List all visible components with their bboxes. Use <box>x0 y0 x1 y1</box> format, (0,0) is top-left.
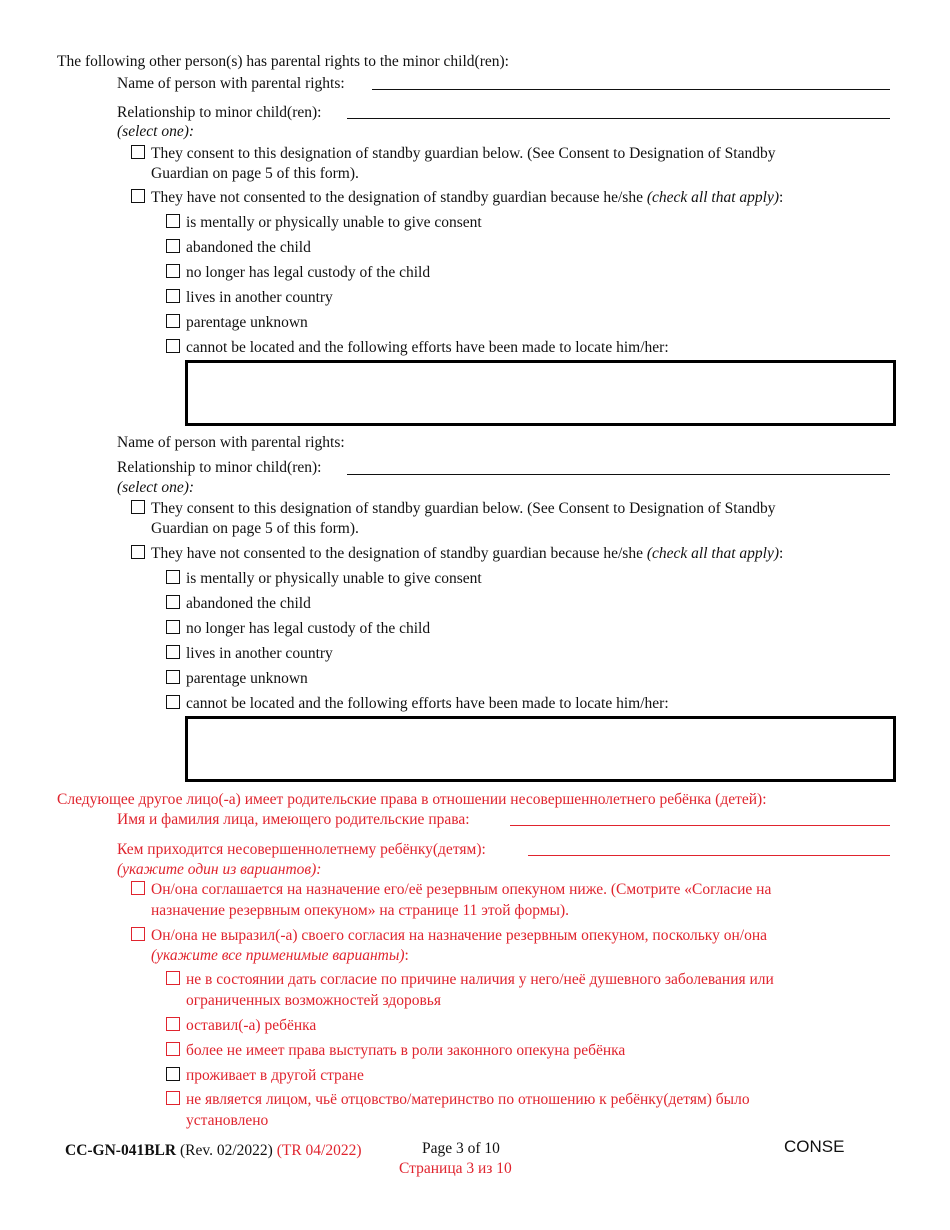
ru-reason-text-3: более не имеет права выступать в роли законного опекуна ребёнка <box>186 1042 626 1059</box>
reason-text-2-5: parentage unknown <box>186 670 308 687</box>
intro-text: The following other person(s) has parental rights to the minor child(ren): <box>57 53 509 70</box>
reason-text-2-3: no longer has legal custody of the child <box>186 620 431 637</box>
ru-not-consented-checkbox[interactable] <box>131 927 145 941</box>
reason-text-2-6: cannot be located and the following efforts have been made to locate him/her: <box>186 695 669 712</box>
name-field-1[interactable] <box>372 89 890 90</box>
ru-reason-checkbox-1[interactable] <box>166 971 180 985</box>
reason-checkbox-2-5[interactable] <box>166 670 180 684</box>
ru-select-one: (укажите один из вариантов): <box>117 861 322 878</box>
reason-text-2-1: is mentally or physically unable to give consent <box>186 570 482 587</box>
not-consented-text-1: They have not consented to the designation of standby guardian because he/she (check all that apply): <box>151 189 784 206</box>
footer-page-number-ru: Страница 3 из 10 <box>399 1160 512 1177</box>
footer-page-number: Page 3 of 10 <box>422 1140 500 1157</box>
reason-text-1-3: no longer has legal custody of the child <box>186 264 431 281</box>
reason-checkbox-2-2[interactable] <box>166 595 180 609</box>
ru-reason-text-1b: ограниченных возможностей здоровья <box>186 992 442 1009</box>
footer-right-label: CONSE <box>784 1137 845 1156</box>
consent-text-2b: Guardian on page 5 of this form). <box>151 520 359 537</box>
ru-relationship-label: Кем приходится несовершеннолетнему ребёнку(детям): <box>117 841 486 858</box>
relationship-label-2: Relationship to minor child(ren): <box>117 459 322 476</box>
ru-reason-checkbox-3[interactable] <box>166 1042 180 1056</box>
ru-reason-checkbox-5[interactable] <box>166 1091 180 1105</box>
consent-text-1a: They consent to this designation of standby guardian below. (See Consent to Designation of Standby <box>151 145 776 162</box>
ru-reason-text-5a: не является лицом, чьё отцовство/материнство по отношению к ребёнку(детям) было <box>186 1091 750 1108</box>
ru-consent-text-b: назначение резервным опекуном» на странице 11 этой формы). <box>151 902 569 919</box>
reason-text-2-2: abandoned the child <box>186 595 311 612</box>
ru-not-consented-text: Он/она не выразил(-а) своего согласия на назначение резервным опекуном, поскольку он/она <box>151 927 768 944</box>
ru-reason-text-1a: не в состоянии дать согласие по причине наличия у него/неё душевного заболевания или <box>186 971 774 988</box>
reason-checkbox-1-2[interactable] <box>166 239 180 253</box>
relationship-field-2[interactable] <box>347 474 890 475</box>
ru-relationship-field[interactable] <box>528 855 890 856</box>
reason-checkbox-1-3[interactable] <box>166 264 180 278</box>
reason-text-1-1: is mentally or physically unable to give consent <box>186 214 482 231</box>
reason-checkbox-1-1[interactable] <box>166 214 180 228</box>
ru-consent-text-a: Он/она соглашается на назначение его/её резервным опекуном ниже. (Смотрите «Согласие на <box>151 881 772 898</box>
ru-reason-text-2: оставил(-а) ребёнка <box>186 1017 317 1034</box>
select-one-2: (select one): <box>117 479 195 496</box>
reason-checkbox-2-3[interactable] <box>166 620 180 634</box>
reason-text-1-4: lives in another country <box>186 289 333 306</box>
relationship-field-1[interactable] <box>347 118 890 119</box>
name-label-1: Name of person with parental rights: <box>117 75 345 92</box>
consent-checkbox-1[interactable] <box>131 145 145 159</box>
ru-reason-text-4: проживает в другой стране <box>186 1067 364 1084</box>
reason-checkbox-1-4[interactable] <box>166 289 180 303</box>
consent-text-2a: They consent to this designation of standby guardian below. (See Consent to Designation of Standby <box>151 500 776 517</box>
not-consented-checkbox-1[interactable] <box>131 189 145 203</box>
not-consented-text-2: They have not consented to the designation of standby guardian because he/she (check all that apply): <box>151 545 784 562</box>
ru-reason-checkbox-4[interactable] <box>166 1067 180 1081</box>
relationship-label-1: Relationship to minor child(ren): <box>117 104 322 121</box>
reason-text-1-6: cannot be located and the following efforts have been made to locate him/her: <box>186 339 669 356</box>
reason-text-1-5: parentage unknown <box>186 314 308 331</box>
reason-checkbox-1-6[interactable] <box>166 339 180 353</box>
reason-checkbox-2-1[interactable] <box>166 570 180 584</box>
locate-efforts-box-2[interactable] <box>185 716 896 782</box>
name-label-2: Name of person with parental rights: <box>117 434 345 451</box>
footer-form-id: CC-GN-041BLR (Rev. 02/2022) (TR 04/2022) <box>65 1142 362 1159</box>
reason-checkbox-2-6[interactable] <box>166 695 180 709</box>
reason-checkbox-2-4[interactable] <box>166 645 180 659</box>
ru-consent-checkbox[interactable] <box>131 881 145 895</box>
not-consented-checkbox-2[interactable] <box>131 545 145 559</box>
reason-text-1-2: abandoned the child <box>186 239 311 256</box>
ru-check-all: (укажите все применимые варианты): <box>151 947 409 964</box>
locate-efforts-box-1[interactable] <box>185 360 896 426</box>
consent-text-1b: Guardian on page 5 of this form). <box>151 165 359 182</box>
ru-reason-text-5b: установлено <box>186 1112 269 1129</box>
consent-checkbox-2[interactable] <box>131 500 145 514</box>
ru-intro-text: Следующее другое лицо(-а) имеет родительские права в отношении несовершеннолетнего ребёнка (детей): <box>57 791 767 808</box>
reason-text-2-4: lives in another country <box>186 645 333 662</box>
ru-reason-checkbox-2[interactable] <box>166 1017 180 1031</box>
ru-name-label: Имя и фамилия лица, имеющего родительские права: <box>117 811 470 828</box>
reason-checkbox-1-5[interactable] <box>166 314 180 328</box>
select-one-1: (select one): <box>117 123 195 140</box>
ru-name-field[interactable] <box>510 825 890 826</box>
